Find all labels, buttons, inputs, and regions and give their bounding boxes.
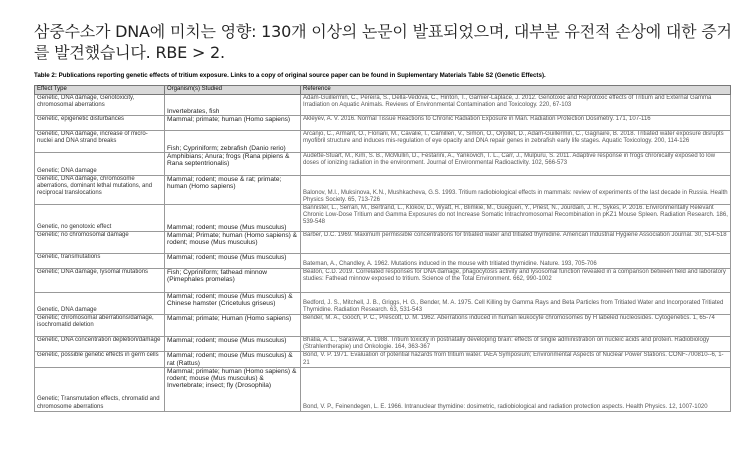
table-header-row (35, 86, 731, 95)
organism-cell: Mammal; primate; human (Homo sapiens) & rodent; mouse (Mus musculus) & Invertebrate; insect; fly (Drosophila) (165, 367, 301, 411)
table-row (35, 153, 731, 176)
reference-cell: Bond, V. P. 1971. Evaluation of potential hazards from tritium water. IAEA Symposium; Environmental Aspects of Nuclear Power Stations. CONF-700810--6, 1-21 (301, 352, 731, 367)
organism-cell: Mammal; rodent; mouse (Mus musculus) & rat (Rattus) (165, 352, 301, 367)
reference-cell: Adam-Guillermin, C., Pereira, S., Della-Vedova, C., Hinton, T., Garnier-Laplace, J. 2012. Genotoxic and Reprotoxic effects of Tritium and External Gamma Irradiation on Aquatic Animals. Reviews of Environmental Contamination and Toxicology. 220, 67-103 (301, 95, 731, 116)
reference-cell: Bedford, J. S., Mitchell, J. B., Griggs, H. G., Bender, M. A. 1975. Cell Killing by Gamma Rays and Beta Particles from Tritiated Water and Incorporated Tritiated Thymidine. Radiation Research. 63, 531-543 (301, 293, 731, 315)
table-row (35, 337, 731, 352)
reference-cell: Bateman, A., Chandley, A. 1962. Mutations induced in the mouse with tritiated thymidine. Nature. 193, 705-706 (301, 254, 731, 269)
effect-cell: Genetic; DNA damage (35, 153, 165, 176)
table-row (35, 116, 731, 131)
effect-cell: Genetic, DNA damage (35, 293, 165, 315)
effect-cell: Genetic, epigenetic disturbances (35, 116, 165, 131)
organism-cell: Mammal; rodent; mouse (Mus musculus) (165, 337, 301, 352)
reference-cell: Bender, M. A., Gooch, P. C., Prescott, D. M. 1962. Aberrations induced in human leukocyte chromosomes by H labeled nucleosides. Cytogenetics. 1, 65-74 (301, 315, 731, 337)
table-caption: Table 2: Publications reporting genetic effects of tritium exposure. Links to a copy of original source paper can be found in Suplementary Materials Table S2 (Genetic Effects). (34, 72, 546, 79)
reference-cell: Barber, D.C. 1969. Maximum permissible concentrations for tritiated water and tritiated thymidine. American Industrial Hygiene Association Journal. 30, 514-518 (301, 232, 731, 254)
table-row (35, 352, 731, 367)
organism-cell: Mammal; rodent; mouse (Mus musculus) (165, 254, 301, 269)
table-row (35, 269, 731, 293)
reference-cell: Bhatia, A. L., Saraswat, A. 1988. Tritium toxicity in postnatally developing brain: effects of single administration on nucleic acids and protein. Radiobiology (Strahlentherapie) und Onkologie. 164, 363-367 (301, 337, 731, 352)
table-row (35, 232, 731, 254)
reference-cell: Arcanjo, C., Armant, O., Floriani, M., Cavalie, I., Camilleri, V., Simon, O., Orjollet, D., Adam-Guillermin, C., Gagnaire, B. 2018. Tritiated water exposure disrupts myofibril structure and induces mis-regulation of eye opacity and DNA repair genes in zebrafish early life stages. Aquatic Toxicology. 200, 114-126 (301, 131, 731, 153)
reference-cell: Akleyev, A. V. 2016. Normal Tissue Reactions to Chronic Radiation Exposure in Man. Radiation Protection Dosimetry. 171, 107-116 (301, 116, 731, 131)
table-row (35, 254, 731, 269)
header-organisms: Organism(s) Studied (165, 86, 301, 95)
table-row (35, 176, 731, 205)
slide-headline: 삼중수소가 DNA에 미치는 영향: 130개 이상의 논문이 발표되었으며, 대부분 유전적 손상에 대한 증거를 발견했습니다. RBE > 2. (34, 22, 732, 62)
effect-cell: Genetic, DNA damage, Genotoxicity, chromosomal aberrations (35, 95, 165, 116)
reference-cell: Audette-Stuart, M., Kim, S. B., McMullin, D., Festarini, A., Yankovich, T. L., Carr, J., Mulpuru, S. 2011. Adaptive response in frogs chronically exposed to low doses of ionizing radiation in the environment. Journal of Environmental Radioactivity. 102, 566-573 (301, 153, 731, 176)
organism-cell: Mammal; Primate; human (Homo sapiens) & rodent; mouse (Mus musculus) (165, 232, 301, 254)
organism-cell: Mammal; primate; Human (Homo sapiens) (165, 315, 301, 337)
organism-cell: Mammal; rodent; mouse (Mus musculus) (165, 205, 301, 232)
effect-cell: Genetic; DNA damage, lysomal mutations (35, 269, 165, 293)
effect-cell: Genetic; Transmutation effects, chromatid and chromosome aberrations (35, 367, 165, 411)
organism-cell: Fish; Cypriniform; fathead minnow (Pimephales promelas) (165, 269, 301, 293)
table-row (35, 367, 731, 411)
reference-cell: Bannister, L., Serran, M., Bertrand, L., Klokov, D., Wyatt, H., Blimkie, M., Gueguen, Y., Priest, N., Jourdain, J. R., Sykes, P. 2016. Environmentally Relevant Chronic Low-Dose Tritium and Gamma Exposures do not Increase Somatic Intrachromosomal Recombination in pKZ1 Mouse Spleen. Radiation Research. 186, 539-548 (301, 205, 731, 232)
table-row (35, 315, 731, 337)
effect-cell: Genetic, DNA concentration depletion/damage (35, 337, 165, 352)
organism-cell: Mammal; rodent; mouse & rat; primate; human (Homo sapiens) (165, 176, 301, 205)
effect-cell: Genetic, DNA damage, increase of micro-nuclei and DNA strand breaks (35, 131, 165, 153)
reference-cell: Bond, V. P., Feinendegen, L. E. 1966. Intranuclear thymidine: dosimetric, radiobiological and radiation protection aspects. Health Physics. 12, 1007-1020 (301, 367, 731, 411)
organism-cell: Mammal; rodent; mouse (Mus musculus) & Chinese hamster (Cricetulus griseus) (165, 293, 301, 315)
organism-cell: Mammal; primate; human (Homo sapiens) (165, 116, 301, 131)
publications-table (34, 85, 731, 412)
effect-cell: Genetic; chromosomal aberrations/damage, isochromatid deletion (35, 315, 165, 337)
table-row (35, 293, 731, 315)
effect-cell: Genetic; no chromosomal damage (35, 232, 165, 254)
table-row (35, 131, 731, 153)
organism-cell: Invertebrates, fish (165, 95, 301, 116)
organism-cell: Fish; Cypriniform; zebrafish (Danio rerio) (165, 131, 301, 153)
table-row (35, 205, 731, 232)
header-reference: Reference (301, 86, 731, 95)
header-effect-type: Effect Type (35, 86, 165, 95)
effect-cell: Genetic, no genotoxic effect (35, 205, 165, 232)
effect-cell: Genetic, possible genetic effects in germ cells (35, 352, 165, 367)
reference-cell: Beaton, C.D. 2019. Correlated responses for DNA damage, phagocytosis activity and lysosomal function revealed in a comparison between field and laboratory studies: Fathead minnow exposed to tritium. Science of the Total Environment. 662, 990-1002 (301, 269, 731, 293)
effect-cell: Genetic, DNA damage, chromosome aberrations, dominant lethal mutations, and reciprocal translocations (35, 176, 165, 205)
effect-cell: Genetic, transmutations (35, 254, 165, 269)
reference-cell: Balonov, M.I., Muksinova, K.N., Mushkacheva, G.S. 1993. Tritium radiobiological effects in mammals: review of experiments of the last decade in Russia. Health Physics Society. 65, 713-726 (301, 176, 731, 205)
table-row (35, 95, 731, 116)
organism-cell: Amphibians; Anura; frogs (Rana pipiens & Rana septentrionalis) (165, 153, 301, 176)
